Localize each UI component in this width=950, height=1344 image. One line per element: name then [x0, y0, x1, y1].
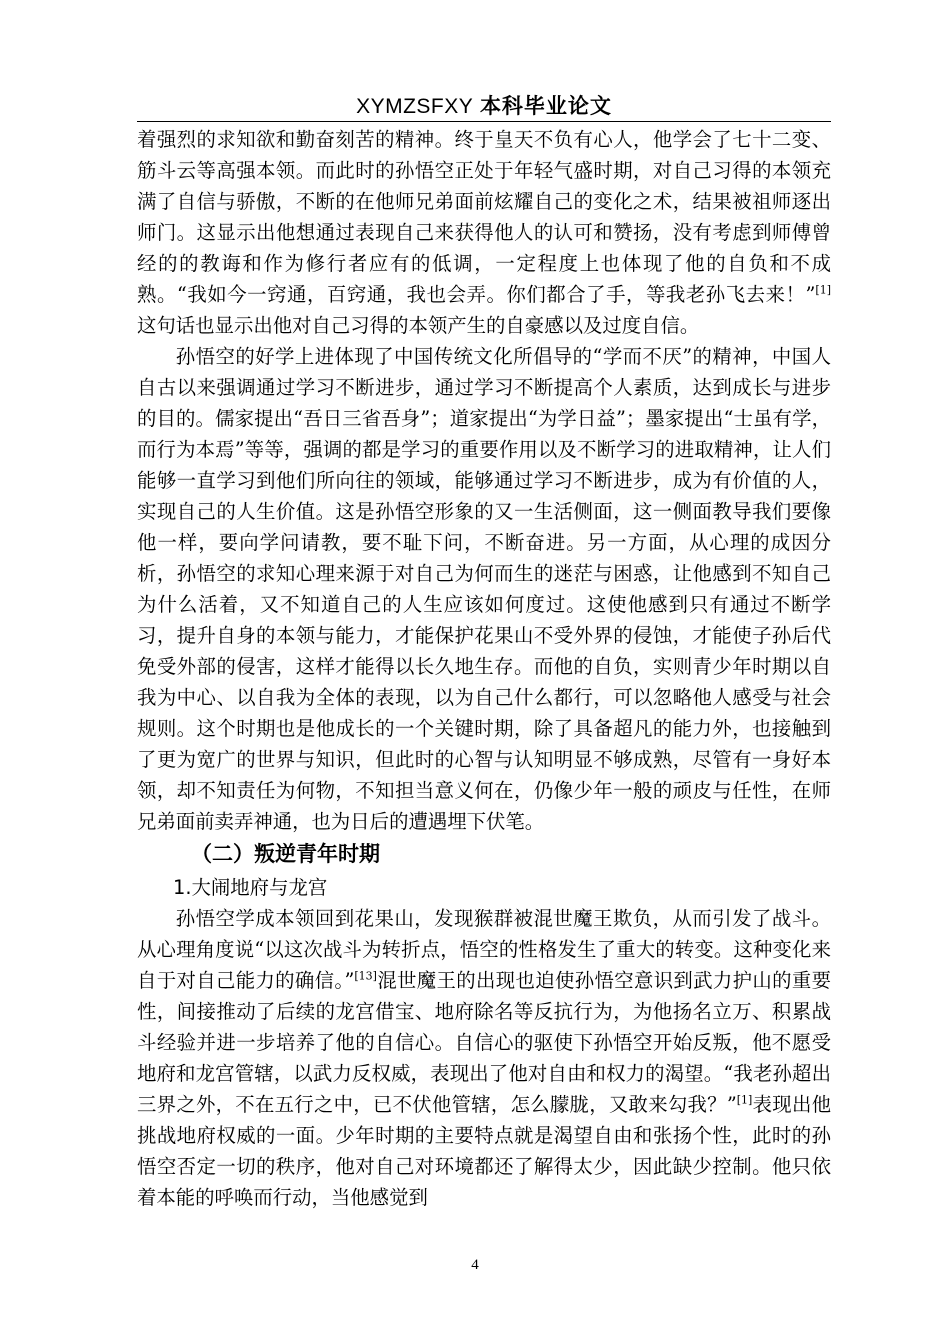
citation-13: [13]	[354, 969, 377, 983]
header-code: XYMZSFXY	[356, 95, 474, 118]
page-number: 4	[471, 1257, 479, 1273]
citation-1: [1]	[736, 1093, 753, 1107]
header-rule	[137, 121, 831, 122]
body-text	[137, 124, 831, 1213]
section-heading: （二）叛逆青年时期	[191, 842, 380, 866]
paragraph: 孙悟空的好学上进体现了中国传统文化所倡导的“学而不厌”的精神，中国人自古以来强调通过学习不断进步，通过学习不断提高个人素质，达到成长与进步的目的。儒家提出“吾日三省吾身”；道家提出“为学日益”；墨家提出“士虽有学，而行为本焉”等等，强调的都是学习的重要作用以及不断学习的进取精神，让人们能够一直学习到他们所向往的领域，能够通过学习不断进步，成为有价值的人，实现自己的人生价值。这是孙悟空形象的又一生活侧面，这一侧面教导我们要像他一样，要向学问请教，要不耻下问，不断奋进。另一方面，从心理的成因分析，孙悟空的求知心理来源于对自己为何而生的迷茫与困惑，让他感到不知自己为什么活着，又不知道自己的人生应该如何度过。这使他感到只有通过不断学习，提升自身的本领与能力，才能保护花果山不受外界的侵蚀，才能使子孙后代免受外部的侵害，这样才能得以长久地生存。而他的自负，实则青少年时期以自我为中心、以自我为全体的表现，以为自己什么都行，可以忽略他人感受与社会规则。这个时期也是他成长的一个关键时期，除了具备超凡的能力外，也接触到了更为宽广的世界与知识，但此时的心智与认知明显不够成熟，尽管有一身好本领，却不知责任为何物，不知担当意义何在，仍像少年一般的顽皮与任性，在师兄弟面前卖弄神通，也为日后的遭遇埋下伏笔。	[137, 345, 831, 833]
running-header	[137, 92, 831, 120]
citation-1: [1]	[815, 283, 831, 297]
subsection-heading: 1.大闹地府与龙宫	[173, 876, 328, 899]
paragraph-text: 表现出他挑战地府权威的一面。少年时期的主要特点就是渴望自由和张扬个性，此时的孙悟空否定一切的秩序，他对自己对环境都还了解得太少，因此缺少控制。他只依着本能的呼唤而行动，当他感觉到	[137, 1093, 832, 1209]
paragraph	[137, 903, 831, 1213]
paragraph-text: 混世魔王的出现也迫使孙悟空意识到武力护山的重要性，间接推动了后续的龙宫借宝、地府除名等反抗行为，为他扬名立万、积累战斗经验并进一步培养了他的自信心。自信心的驱使下孙悟空开始反叛，他不愿受地府和龙宫管辖，以武力反权威，表现出了他对自由和权力的渴望。“我老孙超出三界之外，不在五行之中，已不伏他管辖，怎么朦胧，又敢来勾我？”	[137, 969, 832, 1116]
paragraph-text: 这句话也显示出他对自己习得的本领产生的自豪感以及过度自信。	[137, 314, 700, 337]
paragraph-text: 着强烈的求知欲和勤奋刻苦的精神。终于皇天不负有心人，他学会了七十二变、筋斗云等高强本领。而此时的孙悟空正处于年轻气盛时期，对自己习得的本领充满了自信与骄傲，不断的在他师兄弟面前炫耀自己的变化之术，结果被祖师逐出师门。这显示出他想通过表现自己来获得他人的认可和赞扬，没有考虑到师傅曾经的的教诲和作为修行者应有的低调，一定程度上也体现了他的自负和不成熟。“我如今一窍通，百窍通，我也会弄。你们都合了手，等我老孙飞去来！”	[137, 128, 831, 306]
paragraph-continued	[137, 124, 831, 341]
header-title: 本科毕业论文	[479, 94, 612, 118]
paragraph-text: 孙悟空学成本领回到花果山，发现猴群被混世魔王欺负，从而引发了战斗。从心理角度说“以这次战斗为转折点，悟空的性格发生了重大的转变。这种变化来自于对自己能力的确信。”	[137, 907, 831, 992]
